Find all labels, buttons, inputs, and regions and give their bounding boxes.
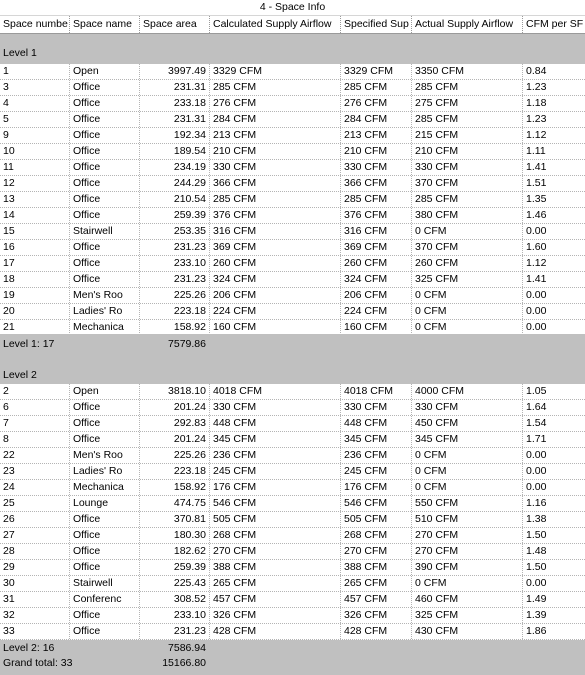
cell-space-number[interactable]: 27 [3, 529, 15, 541]
cell-specified-supply-airflow[interactable]: 276 CFM [340, 96, 411, 111]
cell-space-number[interactable]: 25 [3, 497, 15, 509]
cell-space-area[interactable]: 192.34 [139, 128, 209, 143]
cell-cfm-per-sf[interactable]: 0.00 [522, 464, 585, 479]
table-row[interactable] [0, 144, 585, 160]
group-total-label: Level 1: 17 [3, 338, 55, 350]
cell-space-name[interactable]: Men's Roo [69, 448, 139, 463]
cell-calculated-supply-airflow[interactable]: 176 CFM [209, 480, 340, 495]
cell-calculated-supply-airflow[interactable]: 160 CFM [209, 320, 340, 335]
cell-actual-supply-airflow[interactable]: 0 CFM [411, 224, 522, 239]
cell-specified-supply-airflow[interactable]: 448 CFM [340, 416, 411, 431]
cell-calculated-supply-airflow[interactable]: 388 CFM [209, 560, 340, 575]
table-row[interactable] [0, 256, 585, 272]
cell-cfm-per-sf[interactable]: 1.50 [522, 528, 585, 543]
cell-space-number[interactable]: 7 [3, 417, 9, 429]
cell-actual-supply-airflow[interactable]: 380 CFM [411, 208, 522, 223]
cell-space-name[interactable]: Ladies' Ro [69, 304, 139, 319]
table-row[interactable] [0, 400, 585, 416]
cell-space-name[interactable]: Office [69, 272, 139, 287]
cell-actual-supply-airflow[interactable]: 215 CFM [411, 128, 522, 143]
cell-space-name[interactable]: Open [69, 64, 139, 79]
cell-space-name[interactable]: Office [69, 208, 139, 223]
table-row[interactable] [0, 624, 585, 640]
cell-space-number[interactable]: 24 [3, 481, 15, 493]
cell-space-area[interactable]: 225.26 [139, 448, 209, 463]
cell-actual-supply-airflow[interactable]: 0 CFM [411, 576, 522, 591]
group-total-band [0, 640, 585, 675]
cell-cfm-per-sf[interactable]: 0.00 [522, 480, 585, 495]
cell-specified-supply-airflow[interactable]: 265 CFM [340, 576, 411, 591]
cell-space-number[interactable]: 30 [3, 577, 15, 589]
table-row[interactable] [0, 480, 585, 496]
cell-cfm-per-sf[interactable]: 1.05 [522, 384, 585, 399]
cell-space-area[interactable]: 201.24 [139, 400, 209, 415]
table-row[interactable] [0, 560, 585, 576]
cell-specified-supply-airflow[interactable]: 388 CFM [340, 560, 411, 575]
column-header-specified-supply-airflow[interactable]: Specified Sup [340, 16, 411, 33]
cell-cfm-per-sf[interactable]: 1.23 [522, 112, 585, 127]
column-header-space-area[interactable]: Space area [139, 16, 209, 33]
cell-space-number[interactable]: 26 [3, 513, 15, 525]
cell-calculated-supply-airflow[interactable]: 366 CFM [209, 176, 340, 191]
cell-calculated-supply-airflow[interactable]: 4018 CFM [209, 384, 340, 399]
cell-cfm-per-sf[interactable]: 1.12 [522, 256, 585, 271]
cell-calculated-supply-airflow[interactable]: 265 CFM [209, 576, 340, 591]
cell-space-area[interactable]: 3997.49 [139, 64, 209, 79]
table-row[interactable] [0, 496, 585, 512]
cell-space-area[interactable]: 180.30 [139, 528, 209, 543]
cell-cfm-per-sf[interactable]: 0.00 [522, 448, 585, 463]
cell-cfm-per-sf[interactable]: 1.18 [522, 96, 585, 111]
cell-cfm-per-sf[interactable]: 1.12 [522, 128, 585, 143]
cell-space-name[interactable]: Mechanica [69, 320, 139, 335]
cell-cfm-per-sf[interactable]: 1.46 [522, 208, 585, 223]
cell-space-number[interactable]: 8 [3, 433, 9, 445]
table-row[interactable] [0, 96, 585, 112]
cell-space-area[interactable]: 3818.10 [139, 384, 209, 399]
cell-space-area[interactable]: 223.18 [139, 304, 209, 319]
cell-specified-supply-airflow[interactable]: 285 CFM [340, 80, 411, 95]
cell-actual-supply-airflow[interactable]: 4000 CFM [411, 384, 522, 399]
cell-specified-supply-airflow[interactable]: 3329 CFM [340, 64, 411, 79]
table-row[interactable] [0, 64, 585, 80]
cell-space-name[interactable]: Stairwell [69, 224, 139, 239]
cell-space-name[interactable]: Office [69, 160, 139, 175]
cell-calculated-supply-airflow[interactable]: 345 CFM [209, 432, 340, 447]
cell-space-number[interactable]: 31 [3, 593, 15, 605]
cell-calculated-supply-airflow[interactable]: 3329 CFM [209, 64, 340, 79]
cell-cfm-per-sf[interactable]: 1.35 [522, 192, 585, 207]
cell-cfm-per-sf[interactable]: 1.60 [522, 240, 585, 255]
cell-space-number[interactable]: 18 [3, 273, 15, 285]
cell-specified-supply-airflow[interactable]: 316 CFM [340, 224, 411, 239]
table-row[interactable] [0, 272, 585, 288]
cell-cfm-per-sf[interactable]: 1.64 [522, 400, 585, 415]
cell-specified-supply-airflow[interactable]: 345 CFM [340, 432, 411, 447]
table-row[interactable] [0, 592, 585, 608]
cell-space-name[interactable]: Office [69, 192, 139, 207]
cell-space-number[interactable]: 14 [3, 209, 15, 221]
cell-specified-supply-airflow[interactable]: 268 CFM [340, 528, 411, 543]
cell-actual-supply-airflow[interactable]: 550 CFM [411, 496, 522, 511]
cell-space-number[interactable]: 11 [3, 161, 14, 173]
cell-space-area[interactable]: 292.83 [139, 416, 209, 431]
cell-space-area[interactable]: 231.31 [139, 80, 209, 95]
table-row[interactable] [0, 432, 585, 448]
cell-specified-supply-airflow[interactable]: 236 CFM [340, 448, 411, 463]
cell-cfm-per-sf[interactable]: 0.00 [522, 288, 585, 303]
cell-calculated-supply-airflow[interactable]: 260 CFM [209, 256, 340, 271]
cell-calculated-supply-airflow[interactable]: 284 CFM [209, 112, 340, 127]
table-row[interactable] [0, 240, 585, 256]
cell-space-area[interactable]: 158.92 [139, 320, 209, 335]
cell-cfm-per-sf[interactable]: 1.86 [522, 624, 585, 639]
cell-space-number[interactable]: 21 [3, 321, 15, 333]
cell-space-number[interactable]: 32 [3, 609, 15, 621]
cell-space-name[interactable]: Stairwell [69, 576, 139, 591]
table-row[interactable] [0, 112, 585, 128]
cell-specified-supply-airflow[interactable]: 160 CFM [340, 320, 411, 335]
table-row[interactable] [0, 384, 585, 400]
cell-space-number[interactable]: 19 [3, 289, 15, 301]
cell-actual-supply-airflow[interactable]: 330 CFM [411, 400, 522, 415]
grand-total-area: 15166.80 [162, 657, 206, 669]
cell-specified-supply-airflow[interactable]: 284 CFM [340, 112, 411, 127]
cell-space-name[interactable]: Office [69, 544, 139, 559]
table-row[interactable] [0, 176, 585, 192]
cell-space-number[interactable]: 20 [3, 305, 15, 317]
cell-space-number[interactable]: 6 [3, 401, 9, 413]
cell-specified-supply-airflow[interactable]: 505 CFM [340, 512, 411, 527]
cell-space-number[interactable]: 13 [3, 193, 15, 205]
column-header-space-number[interactable]: Space numbe [3, 18, 68, 30]
group-total-area: 7579.86 [168, 338, 206, 350]
group-total-area: 7586.94 [168, 642, 206, 654]
cell-specified-supply-airflow[interactable]: 260 CFM [340, 256, 411, 271]
cell-space-name[interactable]: Mechanica [69, 480, 139, 495]
cell-specified-supply-airflow[interactable]: 326 CFM [340, 608, 411, 623]
cell-space-area[interactable]: 182.62 [139, 544, 209, 559]
cell-space-number[interactable]: 4 [3, 97, 9, 109]
column-header-calculated-supply-airflow[interactable]: Calculated Supply Airflow [209, 16, 340, 33]
cell-cfm-per-sf[interactable]: 1.41 [522, 160, 585, 175]
cell-space-area[interactable]: 259.39 [139, 208, 209, 223]
cell-calculated-supply-airflow[interactable]: 326 CFM [209, 608, 340, 623]
cell-space-name[interactable]: Office [69, 256, 139, 271]
cell-actual-supply-airflow[interactable]: 3350 CFM [411, 64, 522, 79]
cell-space-name[interactable]: Office [69, 560, 139, 575]
group-header-band [0, 364, 585, 384]
table-row[interactable] [0, 448, 585, 464]
cell-space-number[interactable]: 10 [3, 145, 15, 157]
cell-space-number[interactable]: 1 [3, 65, 9, 77]
cell-actual-supply-airflow[interactable]: 325 CFM [411, 272, 522, 287]
cell-calculated-supply-airflow[interactable]: 276 CFM [209, 96, 340, 111]
cell-space-name[interactable]: Conferenc [69, 592, 139, 607]
cell-space-name[interactable]: Lounge [69, 496, 139, 511]
cell-actual-supply-airflow[interactable]: 390 CFM [411, 560, 522, 575]
cell-space-area[interactable]: 244.29 [139, 176, 209, 191]
cell-calculated-supply-airflow[interactable]: 376 CFM [209, 208, 340, 223]
cell-calculated-supply-airflow[interactable]: 268 CFM [209, 528, 340, 543]
cell-space-name[interactable]: Office [69, 432, 139, 447]
cell-cfm-per-sf[interactable]: 1.23 [522, 80, 585, 95]
table-row[interactable] [0, 192, 585, 208]
cell-space-name[interactable]: Office [69, 624, 139, 639]
cell-cfm-per-sf[interactable]: 1.48 [522, 544, 585, 559]
column-header-row [0, 16, 585, 34]
cell-calculated-supply-airflow[interactable]: 245 CFM [209, 464, 340, 479]
cell-space-name[interactable]: Office [69, 176, 139, 191]
cell-calculated-supply-airflow[interactable]: 330 CFM [209, 400, 340, 415]
cell-space-area[interactable]: 474.75 [139, 496, 209, 511]
cell-cfm-per-sf[interactable]: 1.39 [522, 608, 585, 623]
cell-cfm-per-sf[interactable]: 0.00 [522, 576, 585, 591]
cell-space-number[interactable]: 17 [3, 257, 15, 269]
table-row[interactable] [0, 304, 585, 320]
cell-specified-supply-airflow[interactable]: 224 CFM [340, 304, 411, 319]
cell-calculated-supply-airflow[interactable]: 546 CFM [209, 496, 340, 511]
cell-cfm-per-sf[interactable]: 1.38 [522, 512, 585, 527]
cell-space-area[interactable]: 201.24 [139, 432, 209, 447]
cell-specified-supply-airflow[interactable]: 4018 CFM [340, 384, 411, 399]
cell-actual-supply-airflow[interactable]: 345 CFM [411, 432, 522, 447]
cell-cfm-per-sf[interactable]: 1.71 [522, 432, 585, 447]
cell-cfm-per-sf[interactable]: 1.16 [522, 496, 585, 511]
cell-space-name[interactable]: Office [69, 416, 139, 431]
cell-specified-supply-airflow[interactable]: 245 CFM [340, 464, 411, 479]
cell-actual-supply-airflow[interactable]: 285 CFM [411, 192, 522, 207]
cell-space-name[interactable]: Office [69, 80, 139, 95]
cell-space-name[interactable]: Office [69, 240, 139, 255]
cell-calculated-supply-airflow[interactable]: 330 CFM [209, 160, 340, 175]
cell-space-number[interactable]: 15 [3, 225, 15, 237]
cell-actual-supply-airflow[interactable]: 450 CFM [411, 416, 522, 431]
cell-cfm-per-sf[interactable]: 1.41 [522, 272, 585, 287]
cell-specified-supply-airflow[interactable]: 376 CFM [340, 208, 411, 223]
table-row[interactable] [0, 80, 585, 96]
cell-specified-supply-airflow[interactable]: 366 CFM [340, 176, 411, 191]
cell-space-number[interactable]: 16 [3, 241, 15, 253]
cell-space-number[interactable]: 22 [3, 449, 15, 461]
cell-space-area[interactable]: 231.31 [139, 112, 209, 127]
cell-calculated-supply-airflow[interactable]: 206 CFM [209, 288, 340, 303]
cell-calculated-supply-airflow[interactable]: 285 CFM [209, 80, 340, 95]
column-header-space-name[interactable]: Space name [69, 16, 139, 33]
cell-space-name[interactable]: Office [69, 528, 139, 543]
cell-actual-supply-airflow[interactable]: 0 CFM [411, 320, 522, 335]
cell-specified-supply-airflow[interactable]: 206 CFM [340, 288, 411, 303]
cell-space-area[interactable]: 253.35 [139, 224, 209, 239]
cell-space-area[interactable]: 189.54 [139, 144, 209, 159]
cell-space-name[interactable]: Men's Roo [69, 288, 139, 303]
table-row[interactable] [0, 128, 585, 144]
cell-space-number[interactable]: 12 [3, 177, 15, 189]
cell-calculated-supply-airflow[interactable]: 224 CFM [209, 304, 340, 319]
table-row[interactable] [0, 512, 585, 528]
cell-specified-supply-airflow[interactable]: 428 CFM [340, 624, 411, 639]
cell-cfm-per-sf[interactable]: 0.84 [522, 64, 585, 79]
cell-space-number[interactable]: 5 [3, 113, 9, 125]
table-row[interactable] [0, 160, 585, 176]
cell-space-name[interactable]: Open [69, 384, 139, 399]
cell-cfm-per-sf[interactable]: 0.00 [522, 320, 585, 335]
cell-calculated-supply-airflow[interactable]: 505 CFM [209, 512, 340, 527]
table-row[interactable] [0, 528, 585, 544]
cell-actual-supply-airflow[interactable]: 430 CFM [411, 624, 522, 639]
cell-space-number[interactable]: 28 [3, 545, 15, 557]
cell-space-name[interactable]: Office [69, 608, 139, 623]
table-row[interactable] [0, 224, 585, 240]
cell-space-number[interactable]: 9 [3, 129, 9, 141]
cell-actual-supply-airflow[interactable]: 0 CFM [411, 480, 522, 495]
schedule-title: 4 - Space Info [0, 0, 585, 16]
cell-space-name[interactable]: Office [69, 512, 139, 527]
cell-actual-supply-airflow[interactable]: 460 CFM [411, 592, 522, 607]
cell-specified-supply-airflow[interactable]: 210 CFM [340, 144, 411, 159]
cell-space-name[interactable]: Office [69, 144, 139, 159]
column-header-actual-supply-airflow[interactable]: Actual Supply Airflow [411, 16, 522, 33]
cell-space-name[interactable]: Office [69, 128, 139, 143]
cell-cfm-per-sf[interactable]: 0.00 [522, 224, 585, 239]
cell-space-number[interactable]: 29 [3, 561, 15, 573]
cell-space-area[interactable]: 210.54 [139, 192, 209, 207]
column-header-cfm-per-sf[interactable]: CFM per SF [522, 16, 585, 33]
cell-space-name[interactable]: Office [69, 400, 139, 415]
cell-space-area[interactable]: 225.43 [139, 576, 209, 591]
cell-calculated-supply-airflow[interactable]: 236 CFM [209, 448, 340, 463]
cell-specified-supply-airflow[interactable]: 324 CFM [340, 272, 411, 287]
cell-cfm-per-sf[interactable]: 1.51 [522, 176, 585, 191]
cell-calculated-supply-airflow[interactable]: 316 CFM [209, 224, 340, 239]
cell-space-number[interactable]: 3 [3, 81, 9, 93]
group-total-label: Level 2: 16 [3, 642, 55, 654]
cell-actual-supply-airflow[interactable]: 260 CFM [411, 256, 522, 271]
cell-actual-supply-airflow[interactable]: 330 CFM [411, 160, 522, 175]
cell-actual-supply-airflow[interactable]: 210 CFM [411, 144, 522, 159]
cell-space-area[interactable]: 308.52 [139, 592, 209, 607]
cell-actual-supply-airflow[interactable]: 370 CFM [411, 176, 522, 191]
cell-space-area[interactable]: 370.81 [139, 512, 209, 527]
cell-specified-supply-airflow[interactable]: 369 CFM [340, 240, 411, 255]
cell-calculated-supply-airflow[interactable]: 448 CFM [209, 416, 340, 431]
cell-space-number[interactable]: 23 [3, 465, 15, 477]
cell-cfm-per-sf[interactable]: 1.11 [522, 144, 585, 159]
cell-specified-supply-airflow[interactable]: 457 CFM [340, 592, 411, 607]
table-row[interactable] [0, 288, 585, 304]
group-label: Level 2 [3, 369, 37, 381]
cell-cfm-per-sf[interactable]: 1.50 [522, 560, 585, 575]
cell-space-number[interactable]: 2 [3, 385, 9, 397]
cell-actual-supply-airflow[interactable]: 270 CFM [411, 528, 522, 543]
grand-total-label: Grand total: 33 [3, 657, 73, 669]
cell-actual-supply-airflow[interactable]: 285 CFM [411, 80, 522, 95]
cell-space-area[interactable]: 233.10 [139, 608, 209, 623]
cell-actual-supply-airflow[interactable]: 0 CFM [411, 288, 522, 303]
cell-cfm-per-sf[interactable]: 1.49 [522, 592, 585, 607]
cell-cfm-per-sf[interactable]: 1.54 [522, 416, 585, 431]
cell-specified-supply-airflow[interactable]: 330 CFM [340, 400, 411, 415]
cell-space-number[interactable]: 33 [3, 625, 15, 637]
cell-actual-supply-airflow[interactable]: 0 CFM [411, 464, 522, 479]
cell-calculated-supply-airflow[interactable]: 210 CFM [209, 144, 340, 159]
cell-space-area[interactable]: 231.23 [139, 240, 209, 255]
cell-calculated-supply-airflow[interactable]: 213 CFM [209, 128, 340, 143]
cell-specified-supply-airflow[interactable]: 285 CFM [340, 192, 411, 207]
cell-space-area[interactable]: 259.39 [139, 560, 209, 575]
table-row[interactable] [0, 608, 585, 624]
table-row[interactable] [0, 544, 585, 560]
cell-specified-supply-airflow[interactable]: 546 CFM [340, 496, 411, 511]
cell-actual-supply-airflow[interactable]: 510 CFM [411, 512, 522, 527]
cell-space-area[interactable]: 231.23 [139, 272, 209, 287]
cell-space-area[interactable]: 234.19 [139, 160, 209, 175]
cell-actual-supply-airflow[interactable]: 270 CFM [411, 544, 522, 559]
cell-space-area[interactable]: 223.18 [139, 464, 209, 479]
cell-space-name[interactable]: Office [69, 96, 139, 111]
group-header-band [0, 34, 585, 64]
cell-specified-supply-airflow[interactable]: 270 CFM [340, 544, 411, 559]
cell-space-area[interactable]: 231.23 [139, 624, 209, 639]
cell-specified-supply-airflow[interactable]: 330 CFM [340, 160, 411, 175]
cell-calculated-supply-airflow[interactable]: 428 CFM [209, 624, 340, 639]
cell-calculated-supply-airflow[interactable]: 457 CFM [209, 592, 340, 607]
cell-actual-supply-airflow[interactable]: 325 CFM [411, 608, 522, 623]
cell-calculated-supply-airflow[interactable]: 369 CFM [209, 240, 340, 255]
cell-actual-supply-airflow[interactable]: 0 CFM [411, 448, 522, 463]
cell-space-area[interactable]: 225.26 [139, 288, 209, 303]
cell-space-name[interactable]: Ladies' Ro [69, 464, 139, 479]
cell-specified-supply-airflow[interactable]: 176 CFM [340, 480, 411, 495]
table-row[interactable] [0, 208, 585, 224]
cell-specified-supply-airflow[interactable]: 213 CFM [340, 128, 411, 143]
cell-space-name[interactable]: Office [69, 112, 139, 127]
cell-actual-supply-airflow[interactable]: 0 CFM [411, 304, 522, 319]
cell-space-area[interactable]: 158.92 [139, 480, 209, 495]
group-label: Level 1 [3, 47, 37, 59]
cell-calculated-supply-airflow[interactable]: 324 CFM [209, 272, 340, 287]
cell-calculated-supply-airflow[interactable]: 285 CFM [209, 192, 340, 207]
table-row[interactable] [0, 464, 585, 480]
cell-space-area[interactable]: 233.18 [139, 96, 209, 111]
table-row[interactable] [0, 576, 585, 592]
cell-actual-supply-airflow[interactable]: 285 CFM [411, 112, 522, 127]
cell-cfm-per-sf[interactable]: 0.00 [522, 304, 585, 319]
cell-actual-supply-airflow[interactable]: 275 CFM [411, 96, 522, 111]
cell-calculated-supply-airflow[interactable]: 270 CFM [209, 544, 340, 559]
cell-space-area[interactable]: 233.10 [139, 256, 209, 271]
cell-actual-supply-airflow[interactable]: 370 CFM [411, 240, 522, 255]
table-row[interactable] [0, 416, 585, 432]
